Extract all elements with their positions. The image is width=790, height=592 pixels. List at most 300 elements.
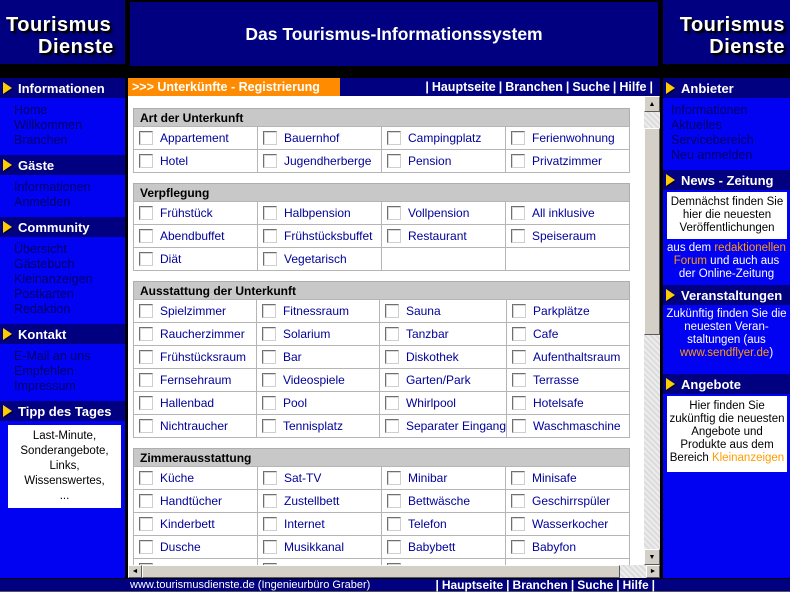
section-title: Informationen <box>18 80 105 96</box>
option-label: Kinderbett <box>160 517 215 531</box>
option-label: Zustellbett <box>284 494 340 508</box>
page-header <box>128 0 660 78</box>
scroll-down-button[interactable]: ▼ <box>644 549 660 565</box>
checkbox-kinderbett[interactable] <box>139 517 153 531</box>
checkbox-waschmaschine[interactable] <box>512 419 526 433</box>
option-cell-diaet[interactable] <box>134 248 258 271</box>
divider <box>663 64 790 78</box>
right-sidebar <box>663 0 790 578</box>
option-cell-abendbuffet[interactable] <box>134 225 258 248</box>
option-label: Fernsehraum <box>160 373 232 387</box>
news-text: und auch aus der Online-Zeitung <box>678 255 780 280</box>
checkbox-tennisplatz[interactable] <box>262 419 276 433</box>
option-label: Parkplätze <box>533 304 590 318</box>
vertical-scroll-thumb[interactable] <box>644 128 660 335</box>
nav-link-suche[interactable]: Suche <box>572 80 610 94</box>
option-cell-bar[interactable] <box>257 346 380 369</box>
arrow-icon <box>666 174 675 186</box>
community-items <box>0 237 125 324</box>
sidebar-section-community[interactable] <box>0 217 125 237</box>
option-label: Telefon <box>408 517 447 531</box>
option-cell-solarium[interactable] <box>257 323 380 346</box>
sidebar-section-kontakt[interactable] <box>0 324 125 344</box>
option-cell-geschirrspueler[interactable] <box>506 490 630 513</box>
nav-separator: | <box>498 80 503 94</box>
option-label: Sat-TV <box>284 471 322 485</box>
checkbox-vollpension[interactable] <box>387 206 401 220</box>
arrow-icon <box>3 82 12 94</box>
right-logo <box>663 0 790 64</box>
option-cell-babybett[interactable] <box>382 536 506 559</box>
option-label: Appartement <box>160 131 229 145</box>
option-label: Minisafe <box>532 471 577 485</box>
checkbox-minisafe[interactable] <box>511 471 525 485</box>
option-label: Frühstück <box>160 206 213 220</box>
checkbox-hallenbad[interactable] <box>139 396 153 410</box>
checkbox-wasserkocher[interactable] <box>511 517 525 531</box>
option-label: Bauernhof <box>284 131 340 145</box>
option-cell-hotel[interactable] <box>134 150 258 173</box>
option-cell-bettwaesche[interactable] <box>382 490 506 513</box>
tip-line: Sonderangebote, <box>20 445 109 457</box>
offers-box <box>667 396 787 472</box>
checkbox-separater-eingang[interactable] <box>385 419 399 433</box>
kleinanzeigen-link[interactable]: Kleinanzeigen <box>711 452 785 464</box>
sidebar-item-branchen[interactable]: Branchen <box>14 133 68 147</box>
option-label: Diät <box>160 252 182 266</box>
option-cell-privatzimmer[interactable] <box>506 150 630 173</box>
nav-link-hilfe[interactable]: Hilfe <box>622 578 649 592</box>
option-label: Pension <box>408 154 452 168</box>
option-cell-minibar[interactable] <box>382 467 506 490</box>
sidebar-section-veranstaltungen[interactable] <box>663 285 790 305</box>
sidebar-item-redaktion[interactable]: Redaktion <box>14 302 71 316</box>
checkbox-sauna[interactable] <box>385 304 399 318</box>
nav-link-hilfe[interactable]: Hilfe <box>619 80 647 94</box>
nav-separator: | <box>570 578 575 592</box>
option-cell-nichtraucher[interactable] <box>134 415 257 438</box>
section-title: Tipp des Tages <box>18 403 112 419</box>
checkbox-minibar[interactable] <box>387 471 401 485</box>
option-cell-vollpension[interactable] <box>382 202 506 225</box>
section-header-art-der-unterkunft: Art der Unterkunft <box>133 108 630 126</box>
page-title: Das Tourismus-Informationssystem <box>130 2 658 66</box>
option-cell-spielzimmer[interactable] <box>134 300 257 323</box>
option-label: Abendbuffet <box>160 229 225 243</box>
footer-site-label: www.tourismusdienste.de (Ingenieurbüro Graber) <box>130 579 371 591</box>
checkbox-hotel[interactable] <box>139 154 153 168</box>
checkbox-garten-park[interactable] <box>385 373 399 387</box>
nav-separator: | <box>616 578 620 592</box>
vertical-scrollbar[interactable] <box>644 96 660 565</box>
offers-copy: Hier finden Sie zukünftig die neuesten Angebote und Produkte aus dem Bereich <box>669 400 785 464</box>
option-cell-empty <box>506 248 630 271</box>
option-cell-all-inklusive[interactable] <box>506 202 630 225</box>
option-label: Cafe <box>533 327 559 341</box>
option-label: Babyfon <box>532 540 577 554</box>
checkbox-whirlpool[interactable] <box>385 396 399 410</box>
sidebar-section-gaeste[interactable] <box>0 155 125 175</box>
option-label: Internet <box>284 517 325 531</box>
gaeste-items <box>0 175 125 217</box>
checkbox-appartement[interactable] <box>139 131 153 145</box>
arrow-icon <box>666 82 675 94</box>
checkbox-speiseraum[interactable] <box>511 229 525 243</box>
option-label: Halbpension <box>284 206 351 220</box>
nav-separator: | <box>651 578 655 592</box>
option-cell-minisafe[interactable] <box>506 467 630 490</box>
checkbox-zustellbett[interactable] <box>263 494 277 508</box>
horizontal-scroll-thumb[interactable] <box>142 565 620 578</box>
option-grid <box>133 299 630 438</box>
option-cell-tanzbar[interactable] <box>380 323 507 346</box>
checkbox-bettwaesche[interactable] <box>387 494 401 508</box>
option-cell-cafe[interactable] <box>507 323 630 346</box>
sidebar-item-e-mail-an-uns[interactable]: E-Mail an uns <box>14 349 91 363</box>
footer <box>0 578 790 591</box>
arrow-icon <box>3 221 12 233</box>
checkbox-ferienwohnung[interactable] <box>511 131 525 145</box>
section-header-ausstattung-der-unterkunft: Ausstattung der Unterkunft <box>133 281 630 299</box>
option-cell-whirlpool[interactable] <box>380 392 507 415</box>
option-cell-jugendherberge[interactable] <box>258 150 382 173</box>
option-label: Garten/Park <box>405 373 471 387</box>
option-label: Terrasse <box>533 373 580 387</box>
option-label: Tennisplatz <box>282 419 344 433</box>
arrow-icon <box>666 289 675 301</box>
checkbox-aufenthaltsraum[interactable] <box>512 350 526 364</box>
option-cell-sat-tv[interactable] <box>258 467 382 490</box>
option-cell-pool[interactable] <box>257 392 380 415</box>
sidebar-section-news-zeitung[interactable] <box>663 170 790 190</box>
section-title: Anbieter <box>681 80 734 96</box>
option-label: Privatzimmer <box>532 154 603 168</box>
checkbox-restaurant[interactable] <box>387 229 401 243</box>
option-label: Solarium <box>282 327 331 341</box>
sidebar-item-informationen[interactable]: Informationen <box>671 103 748 117</box>
checkbox-fruehstueck[interactable] <box>139 206 153 220</box>
option-label: Bar <box>282 350 302 364</box>
checkbox-musikkanal[interactable] <box>263 540 277 554</box>
sidebar-item-neu-anmelden[interactable]: Neu anmelden <box>671 148 753 162</box>
option-cell-telefon[interactable] <box>382 513 506 536</box>
checkbox-babyfon[interactable] <box>511 540 525 554</box>
option-label: Geschirrspüler <box>532 494 611 508</box>
logo-line2: Dienste <box>38 36 114 58</box>
option-label: Aufenthaltsraum <box>533 350 621 364</box>
option-cell-separater-eingang[interactable] <box>380 415 507 438</box>
option-label: Hotelsafe <box>533 396 584 410</box>
checkbox-geschirrspueler[interactable] <box>511 494 525 508</box>
checkbox-sat-tv[interactable] <box>263 471 277 485</box>
sidebar-item-kleinanzeigen[interactable]: Kleinanzeigen <box>14 272 93 286</box>
option-cell-kinderbett[interactable] <box>134 513 258 536</box>
nav-separator: | <box>612 80 617 94</box>
option-label: Videospiele <box>282 373 345 387</box>
sendflyer-link[interactable]: www.sendflyer.de <box>679 347 770 359</box>
form-section-zimmerausstattung <box>133 448 630 582</box>
option-cell-fernsehraum[interactable] <box>134 369 257 392</box>
checkbox-privatzimmer[interactable] <box>511 154 525 168</box>
option-cell-hallenbad[interactable] <box>134 392 257 415</box>
footer-nav <box>432 579 658 591</box>
option-label: Hotel <box>160 154 189 168</box>
form-section-ausstattung-der-unterkunft <box>133 281 630 438</box>
checkbox-spielzimmer[interactable] <box>139 304 153 318</box>
checkbox-pool[interactable] <box>262 396 276 410</box>
option-label: Vegetarisch <box>284 252 347 266</box>
section-title: Kontakt <box>18 326 67 342</box>
nav-separator: | <box>435 578 439 592</box>
sidebar-item-aktuelles[interactable]: Aktuelles <box>671 118 722 132</box>
scroll-right-button[interactable]: ► <box>646 565 660 578</box>
option-grid <box>133 201 630 271</box>
option-label: Waschmaschine <box>533 419 621 433</box>
divider <box>0 64 125 78</box>
events-copy: Zukünftig finden Sie die neuesten Veranstaltungen (aus <box>666 308 787 346</box>
option-cell-kueche[interactable] <box>134 467 258 490</box>
informationen-items <box>0 98 125 155</box>
checkbox-campingplatz[interactable] <box>387 131 401 145</box>
checkbox-fernsehraum[interactable] <box>139 373 153 387</box>
nav-separator: | <box>506 578 510 592</box>
kontakt-items <box>0 344 125 401</box>
checkbox-bar[interactable] <box>262 350 276 364</box>
sidebar-item-empfehlen[interactable]: Empfehlen <box>14 364 74 378</box>
checkbox-hotelsafe[interactable] <box>512 396 526 410</box>
sidebar-item-uebersicht[interactable]: Übersicht <box>14 242 67 256</box>
checkbox-dusche[interactable] <box>139 540 153 554</box>
events-text <box>663 305 790 374</box>
option-label: Frühstücksraum <box>160 350 247 364</box>
news-continued <box>663 239 790 285</box>
arrow-icon <box>3 159 12 171</box>
checkbox-jugendherberge[interactable] <box>263 154 277 168</box>
checkbox-parkplaetze[interactable] <box>512 304 526 318</box>
option-label: Vollpension <box>408 206 470 220</box>
option-cell-handtuecher[interactable] <box>134 490 258 513</box>
arrow-icon <box>3 328 12 340</box>
section-title: Gäste <box>18 157 55 173</box>
checkbox-all-inklusive[interactable] <box>511 206 525 220</box>
horizontal-scrollbar[interactable] <box>128 565 660 578</box>
checkbox-handtuecher[interactable] <box>139 494 153 508</box>
section-header-zimmerausstattung: Zimmerausstattung <box>133 448 630 466</box>
checkbox-fitnessraum[interactable] <box>262 304 276 318</box>
sidebar-section-informationen[interactable] <box>0 78 125 98</box>
option-label: Restaurant <box>408 229 467 243</box>
option-cell-halbpension[interactable] <box>258 202 382 225</box>
option-cell-garten-park[interactable] <box>380 369 507 392</box>
option-cell-appartement[interactable] <box>134 127 258 150</box>
scroll-up-button[interactable]: ▲ <box>644 96 660 112</box>
left-nav <box>0 78 125 421</box>
option-cell-fruehstueck[interactable] <box>134 202 258 225</box>
option-label: Raucherzimmer <box>160 327 245 341</box>
nav-separator: | <box>425 80 429 94</box>
checkbox-videospiele[interactable] <box>262 373 276 387</box>
nav-link-suche[interactable]: Suche <box>577 578 614 592</box>
checkbox-abendbuffet[interactable] <box>139 229 153 243</box>
option-cell-empty <box>382 248 506 271</box>
option-label: Pool <box>282 396 307 410</box>
section-title: News - Zeitung <box>681 172 774 188</box>
option-label: Minibar <box>408 471 448 485</box>
checkbox-kueche[interactable] <box>139 471 153 485</box>
checkbox-diaet[interactable] <box>139 252 153 266</box>
form-sections <box>133 108 660 582</box>
option-cell-waschmaschine[interactable] <box>507 415 630 438</box>
nav-link-branchen[interactable]: Branchen <box>505 80 563 94</box>
form-section-verpflegung <box>133 183 630 271</box>
option-label: All inklusive <box>532 206 595 220</box>
option-label: Dusche <box>160 540 201 554</box>
news-box: Demnächst finden Sie hier die neuesten Veröffentlichungen <box>667 192 787 239</box>
sidebar-section-anbieter[interactable] <box>663 78 790 98</box>
option-cell-fruehstuecksbuffet[interactable] <box>258 225 382 248</box>
option-label: Frühstücksbuffet <box>284 229 373 243</box>
checkbox-cafe[interactable] <box>512 327 526 341</box>
anbieter-items <box>663 98 790 170</box>
option-label: Spielzimmer <box>160 304 227 318</box>
option-label: Diskothek <box>405 350 459 364</box>
scroll-left-button[interactable]: ◄ <box>128 565 142 578</box>
nav-link-hauptseite[interactable]: Hauptseite <box>441 578 504 592</box>
option-cell-terrasse[interactable] <box>507 369 630 392</box>
option-label: Ferienwohnung <box>532 131 615 145</box>
option-label: Whirlpool <box>405 396 456 410</box>
option-label: Küche <box>160 471 195 485</box>
option-label: Babybett <box>408 540 456 554</box>
redaktionelles-forum-link[interactable]: redaktionellen Forum <box>673 242 786 267</box>
option-label: Jugendherberge <box>284 154 372 168</box>
option-cell-musikkanal[interactable] <box>258 536 382 559</box>
option-cell-parkplaetze[interactable] <box>507 300 630 323</box>
option-cell-zustellbett[interactable] <box>258 490 382 513</box>
option-cell-diskothek[interactable] <box>380 346 507 369</box>
left-sidebar <box>0 0 125 578</box>
sidebar-section-tipp-des-tages[interactable] <box>0 401 125 421</box>
option-label: Speiseraum <box>532 229 597 243</box>
tip-line: ... <box>59 490 70 502</box>
news-text: aus dem <box>667 242 715 254</box>
option-cell-aufenthaltsraum[interactable] <box>507 346 630 369</box>
sidebar-item-home[interactable]: Home <box>14 103 48 117</box>
left-logo <box>0 0 125 64</box>
checkbox-telefon[interactable] <box>387 517 401 531</box>
option-label: Handtücher <box>160 494 223 508</box>
nav-link-hauptseite[interactable]: Hauptseite <box>431 80 496 94</box>
nav-separator: | <box>649 80 653 94</box>
option-label: Bettwäsche <box>408 494 471 508</box>
nav-separator: | <box>565 80 570 94</box>
registration-form <box>128 96 660 565</box>
nav-link-branchen[interactable]: Branchen <box>512 578 568 592</box>
top-nav <box>340 78 660 96</box>
checkbox-nichtraucher[interactable] <box>139 419 153 433</box>
option-label: Musikkanal <box>284 540 345 554</box>
option-label: Nichtraucher <box>160 419 229 433</box>
checkbox-fruehstuecksbuffet[interactable] <box>263 229 277 243</box>
option-cell-speiseraum[interactable] <box>506 225 630 248</box>
option-cell-ferienwohnung[interactable] <box>506 127 630 150</box>
checkbox-fruehstuecksraum[interactable] <box>139 350 153 364</box>
option-cell-restaurant[interactable] <box>382 225 506 248</box>
sidebar-item-informationen[interactable]: Informationen <box>14 180 91 194</box>
logo-line1: Tourismus <box>679 14 785 36</box>
option-cell-tennisplatz[interactable] <box>257 415 380 438</box>
sidebar-item-postkarten[interactable]: Postkarten <box>14 287 74 301</box>
option-cell-fruehstuecksraum[interactable] <box>134 346 257 369</box>
option-cell-videospiele[interactable] <box>257 369 380 392</box>
tip-of-the-day-box <box>8 425 121 508</box>
checkbox-babybett[interactable] <box>387 540 401 554</box>
option-cell-bauernhof[interactable] <box>258 127 382 150</box>
sidebar-section-angebote[interactable] <box>663 374 790 394</box>
option-label: Sauna <box>405 304 441 318</box>
sidebar-item-anmelden[interactable]: Anmelden <box>14 195 71 209</box>
option-label: Hallenbad <box>160 396 215 410</box>
form-section-art-der-unterkunft <box>133 108 630 173</box>
checkbox-pension[interactable] <box>387 154 401 168</box>
checkbox-tanzbar[interactable] <box>385 327 399 341</box>
sidebar-item-willkommen[interactable]: Willkommen <box>14 118 83 132</box>
section-title: Community <box>18 219 90 235</box>
arrow-icon <box>666 378 675 390</box>
option-cell-pension[interactable] <box>382 150 506 173</box>
arrow-icon <box>3 405 12 417</box>
checkbox-solarium[interactable] <box>262 327 276 341</box>
option-label: Fitnessraum <box>282 304 349 318</box>
sidebar-item-servicebereich[interactable]: Servicebereich <box>671 133 754 147</box>
logo-line1: Tourismus <box>6 14 112 36</box>
section-header-verpflegung: Verpflegung <box>133 183 630 201</box>
option-cell-wasserkocher[interactable] <box>506 513 630 536</box>
option-cell-dusche[interactable] <box>134 536 258 559</box>
option-label: Tanzbar <box>405 327 449 341</box>
sidebar-item-gaestebuch[interactable]: Gästebuch <box>14 257 75 271</box>
checkbox-terrasse[interactable] <box>512 373 526 387</box>
banner-row <box>128 78 660 96</box>
option-cell-hotelsafe[interactable] <box>507 392 630 415</box>
option-label: Wasserkocher <box>532 517 609 531</box>
section-title: Veranstaltungen <box>681 287 783 303</box>
option-cell-internet[interactable] <box>258 513 382 536</box>
sidebar-item-impressum[interactable]: Impressum <box>14 379 76 393</box>
tip-line: Last-Minute, <box>32 430 97 442</box>
checkbox-raucherzimmer[interactable] <box>139 327 153 341</box>
checkbox-diskothek[interactable] <box>385 350 399 364</box>
tip-line: Links, Wissenswertes, <box>24 460 105 487</box>
option-cell-fitnessraum[interactable] <box>257 300 380 323</box>
breadcrumb-banner: >>> Unterkünfte - Registrierung <box>128 78 340 96</box>
option-cell-campingplatz[interactable] <box>382 127 506 150</box>
checkbox-halbpension[interactable] <box>263 206 277 220</box>
section-title: Angebote <box>681 376 741 392</box>
logo-line2: Dienste <box>709 36 785 58</box>
option-cell-vegetarisch[interactable] <box>258 248 382 271</box>
option-label: Separater Eingang <box>405 419 507 433</box>
events-copy: ) <box>769 347 774 359</box>
checkbox-vegetarisch[interactable] <box>263 252 277 266</box>
checkbox-internet[interactable] <box>263 517 277 531</box>
option-cell-sauna[interactable] <box>380 300 507 323</box>
checkbox-bauernhof[interactable] <box>263 131 277 145</box>
option-grid <box>133 126 630 173</box>
option-cell-raucherzimmer[interactable] <box>134 323 257 346</box>
option-label: Campingplatz <box>408 131 482 145</box>
option-cell-babyfon[interactable] <box>506 536 630 559</box>
